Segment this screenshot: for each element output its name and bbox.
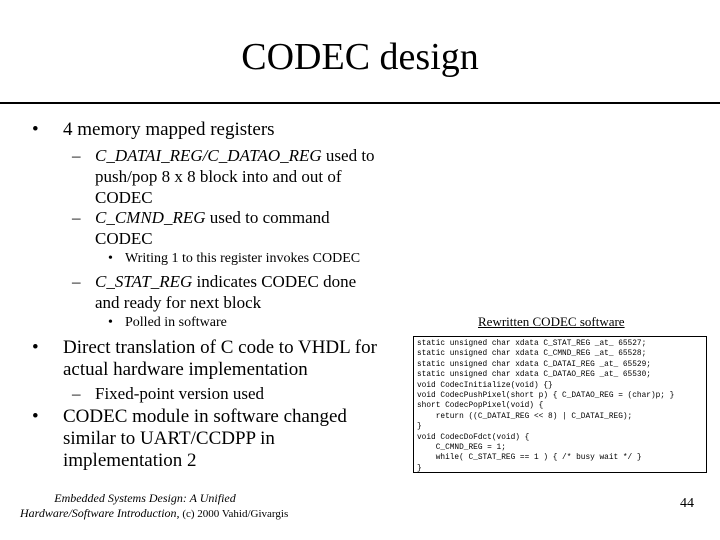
subbullet-text-line3: CODEC bbox=[95, 188, 153, 207]
subbullet-text-line2: push/pop 8 x 8 block into and out of bbox=[95, 167, 342, 186]
register-name: C_DATAI_REG/C_DATAO_REG bbox=[95, 146, 322, 165]
subsubbullet-text: Writing 1 to this register invokes CODEC bbox=[125, 251, 361, 266]
dash-icon: – bbox=[72, 146, 81, 165]
subbullet-text: used to command bbox=[205, 208, 330, 227]
subsubbullet-text: Polled in software bbox=[125, 315, 227, 330]
subbullet-text-line2: CODEC bbox=[95, 229, 153, 248]
bullet-dot-icon: • bbox=[32, 406, 39, 427]
subbullet-text: Fixed-point version used bbox=[95, 384, 265, 403]
code-line: } bbox=[417, 423, 422, 432]
slide-title: CODEC design bbox=[241, 36, 479, 78]
dash-icon: – bbox=[72, 384, 81, 403]
code-line: return ((C_DATAI_REG << 8) | C_DATAI_REG); bbox=[417, 412, 633, 421]
bullet-text-line2: similar to UART/CCDPP in bbox=[63, 428, 275, 449]
subbullet-text: indicates CODEC done bbox=[192, 272, 357, 291]
code-panel-title: Rewritten CODEC software bbox=[478, 314, 625, 329]
bullet-text-line3: implementation 2 bbox=[63, 450, 197, 471]
bullet-text-line2: actual hardware implementation bbox=[63, 359, 308, 380]
code-line: C_CMND_REG = 1; bbox=[417, 444, 506, 453]
code-line: void CodecPushPixel(short p) { C_DATAO_REG = (char)p; } bbox=[417, 392, 675, 401]
bullet-dot-icon: • bbox=[108, 315, 113, 330]
code-line: static unsigned char xdata C_DATAI_REG _at_ 65529; bbox=[417, 360, 651, 369]
dash-icon: – bbox=[72, 272, 81, 291]
bullet-text-line1: CODEC module in software changed bbox=[63, 406, 347, 427]
register-name: C_STAT_REG bbox=[95, 272, 193, 291]
code-line: static unsigned char xdata C_DATAO_REG _at_ 65530; bbox=[417, 371, 651, 380]
code-line: void CodecDoFdct(void) { bbox=[417, 433, 530, 442]
page-number: 44 bbox=[680, 496, 694, 511]
book-title-line2: Hardware/Software Introduction, bbox=[20, 506, 180, 520]
subbullet-text-line2: and ready for next block bbox=[95, 293, 262, 312]
bullet-text-line1: Direct translation of C code to VHDL for bbox=[63, 337, 377, 358]
bullet-dot-icon: • bbox=[32, 119, 39, 140]
bullet-dot-icon: • bbox=[32, 337, 39, 358]
code-line: short CodecPopPixel(void) { bbox=[417, 402, 544, 411]
title-divider bbox=[0, 102, 720, 104]
bullet-dot-icon: • bbox=[108, 251, 113, 266]
code-line: void CodecInitialize(void) {} bbox=[417, 381, 553, 390]
code-line: while( C_STAT_REG == 1 ) { /* busy wait */ } bbox=[417, 454, 642, 463]
code-line: static unsigned char xdata C_STAT_REG _at_ 65527; bbox=[417, 340, 647, 348]
code-listing bbox=[413, 336, 707, 473]
footer-citation bbox=[20, 491, 289, 522]
copyright-text: (c) 2000 Vahid/Givargis bbox=[179, 508, 289, 520]
register-name: C_CMND_REG bbox=[95, 208, 206, 227]
bullet-text: 4 memory mapped registers bbox=[63, 119, 275, 140]
code-line: } bbox=[417, 464, 422, 473]
dash-icon: – bbox=[72, 208, 81, 227]
code-line: static unsigned char xdata C_CMND_REG _at_ 65528; bbox=[417, 350, 647, 359]
subbullet-text: used to bbox=[321, 146, 375, 165]
book-title: Embedded Systems Design: A Unified bbox=[54, 491, 236, 505]
